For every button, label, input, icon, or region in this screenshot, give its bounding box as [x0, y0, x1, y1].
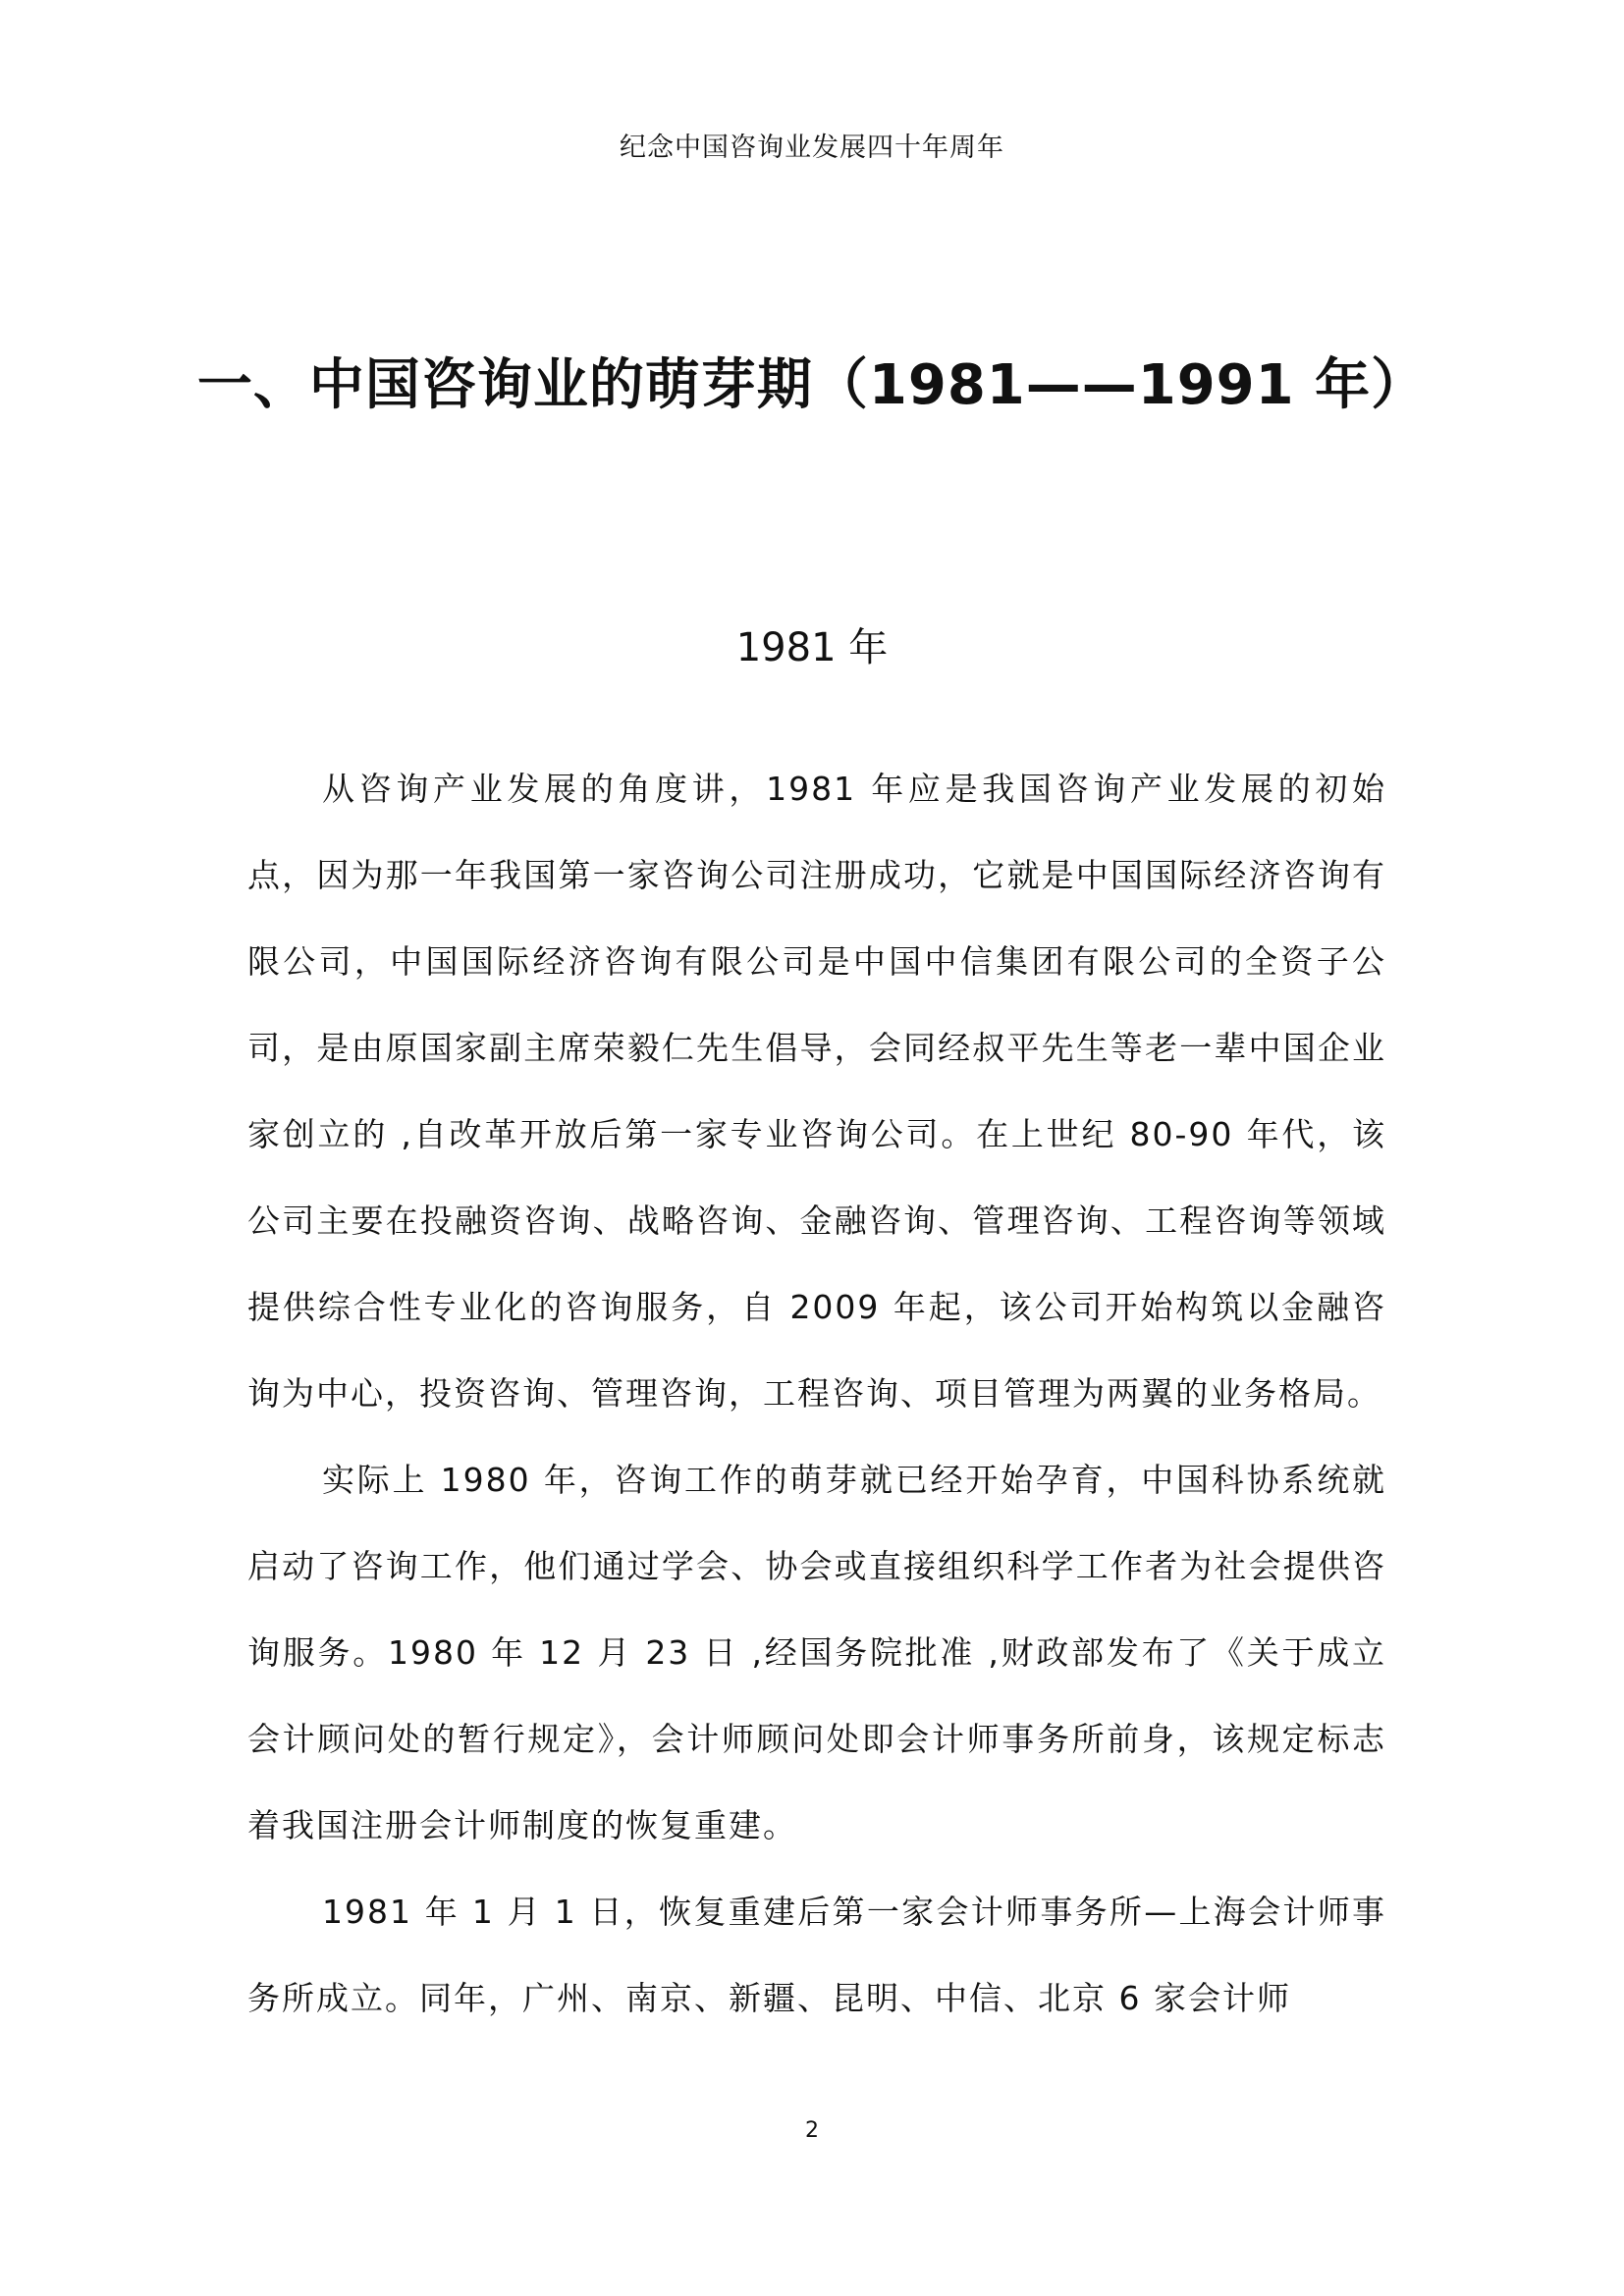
- chapter-title: 一、中国咨询业的萌芽期（1981——1991 年）: [196, 353, 1428, 417]
- page-header: 纪念中国咨询业发展四十年周年: [620, 133, 1004, 163]
- paragraph-2: 实际上 1980 年，咨询工作的萌芽就已经开始孕育，中国科协系统就启动了咨询工作，他们通过学会、协会或直接组织科学工作者为社会提供咨询服务。1980 年 12 月 23 日 ,经国务院批准 ,财政部发布了《关于成立会计顾问处的暂行规定》，会计师顾问处即会计师事务所前身，该规定标志着我国注册会计师制度的恢复重建。: [247, 1461, 1386, 1844]
- paragraph-1: 从咨询产业发展的角度讲，1981 年应是我国咨询产业发展的初始点，因为那一年我国第一家咨询公司注册成功，它就是中国国际经济咨询有限公司，中国国际经济咨询有限公司是中国中信集团有限公司的全资子公司，是由原国家副主席荣毅仁先生倡导，会同经叔平先生等老一辈中国企业家创立的 ,自改革开放后第一家专业咨询公司。在上世纪 80-90 年代，该公司主要在投融资咨询、战略咨询、金融咨询、管理咨询、工程咨询等领域提供综合性专业化的咨询服务，自 2009 年起，该公司开始构筑以金融咨询为中心，投资咨询、管理咨询，工程咨询、项目管理为两翼的业务格局。: [247, 770, 1386, 1413]
- section-title: 1981 年: [735, 625, 889, 670]
- page-number: 2: [805, 2118, 819, 2143]
- body-text: [247, 746, 1386, 2042]
- paragraph-3: 1981 年 1 月 1 日，恢复重建后第一家会计师事务所—上海会计师事务所成立。同年，广州、南京、新疆、昆明、中信、北京 6 家会计师: [247, 1893, 1386, 2017]
